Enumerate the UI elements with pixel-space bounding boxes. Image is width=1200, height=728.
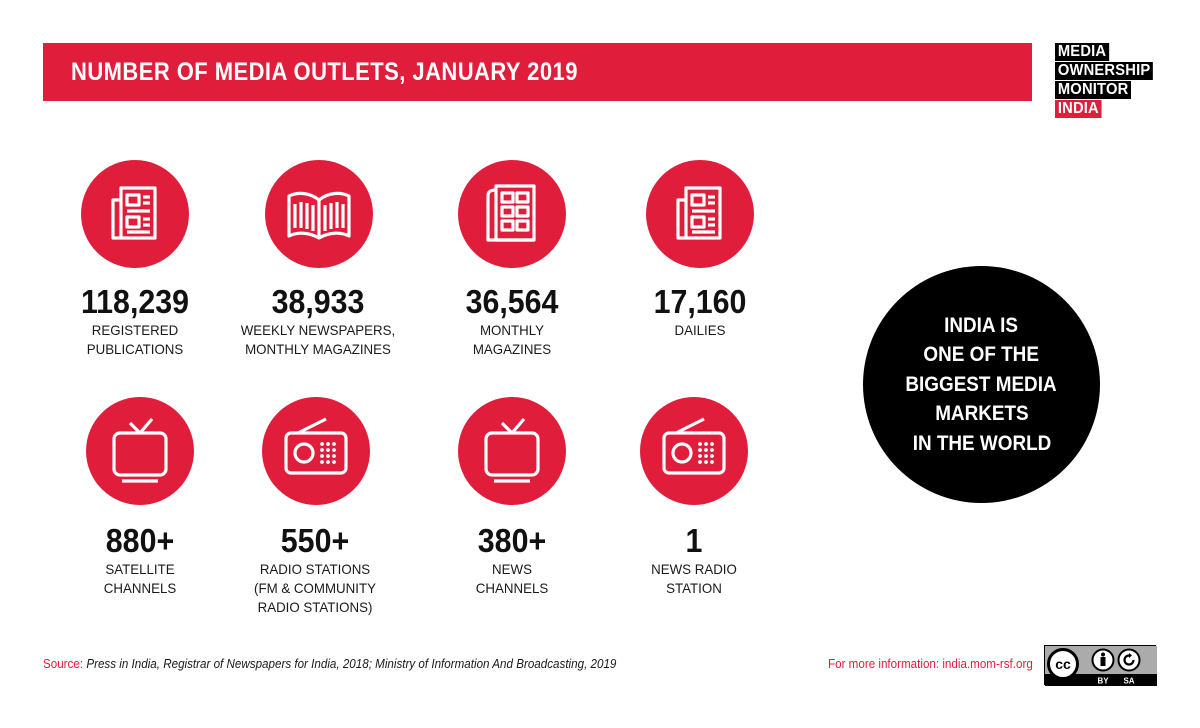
stat-label — [422, 560, 603, 598]
stat-label-line: MONTHLY MAGAZINES — [245, 341, 391, 357]
cc-by-sa-license-badge[interactable] — [1044, 645, 1156, 685]
stat-value: 118,239 — [80, 283, 190, 320]
stat-label-line: DAILIES — [674, 322, 726, 338]
stat-label — [604, 560, 785, 598]
radio-icon — [262, 397, 370, 505]
stat-value: 550+ — [280, 522, 350, 559]
stat-value: 1 — [685, 522, 703, 559]
magazine-icon — [458, 160, 566, 268]
newspaper-icon — [646, 160, 754, 268]
stat-label-line: PUBLICATIONS — [86, 341, 184, 357]
callout-line: INDIA IS — [944, 313, 1019, 337]
callout-line: MARKETS — [934, 402, 1029, 426]
callout-bubble — [863, 266, 1100, 503]
stat-dailies — [605, 283, 795, 340]
logo-line-ownership: OWNERSHIP — [1055, 62, 1153, 80]
source-text: Press in India, Registrar of Newspapers for India, 2018; Ministry of Information And Broadcasting, 2019 — [86, 657, 617, 671]
stat-label — [610, 321, 791, 340]
stat-registered-publications — [40, 283, 230, 359]
stat-label-line: MAGAZINES — [472, 341, 552, 357]
stat-label — [422, 321, 603, 359]
stat-value: 36,564 — [465, 283, 559, 320]
logo-line-india: INDIA — [1055, 100, 1102, 118]
source-label: Source: — [43, 657, 84, 671]
tv-icon — [86, 397, 194, 505]
stat-label-line: RADIO STATIONS) — [257, 599, 373, 615]
stat-label-line: REGISTERED — [91, 322, 179, 338]
share-alike-icon — [1119, 650, 1140, 671]
stat-monthly-magazines — [417, 283, 607, 359]
mom-india-logo — [1055, 43, 1165, 119]
sa-text: SA — [1123, 676, 1135, 686]
stat-label-line: NEWS RADIO — [651, 561, 737, 577]
stat-label — [45, 321, 226, 359]
more-info-link[interactable]: For more information: india.mom-rsf.org — [828, 657, 1033, 671]
callout-line: BIGGEST MEDIA — [905, 372, 1058, 396]
stat-value: 38,933 — [271, 283, 365, 320]
cc-text: cc — [1055, 656, 1071, 672]
stat-label-line: STATION — [666, 580, 722, 596]
stat-label-line: RADIO STATIONS — [259, 561, 371, 577]
stat-label-line: SATELLITE — [105, 561, 175, 577]
callout-line: IN THE WORLD — [912, 431, 1051, 455]
newspaper-icon — [81, 160, 189, 268]
title-banner — [43, 43, 1032, 101]
callout-line: ONE OF THE — [923, 343, 1040, 367]
stat-radio-stations — [220, 522, 410, 617]
stat-label-line: WEEKLY NEWSPAPERS, — [240, 322, 396, 338]
stat-label-line: NEWS — [492, 561, 532, 577]
stat-label — [225, 560, 406, 617]
stat-value: 880+ — [105, 522, 175, 559]
stat-label — [228, 321, 409, 359]
tv-icon — [458, 397, 566, 505]
page-title: NUMBER OF MEDIA OUTLETS, JANUARY 2019 — [71, 58, 578, 86]
stat-label — [50, 560, 231, 598]
logo-line-monitor: MONITOR — [1055, 81, 1131, 99]
logo-line-media: MEDIA — [1055, 43, 1109, 61]
open-book-icon — [265, 160, 373, 268]
stat-value: 380+ — [477, 522, 547, 559]
stat-weekly-newspapers — [223, 283, 413, 359]
stat-label-line: CHANNELS — [475, 580, 549, 596]
attribution-icon — [1093, 650, 1114, 671]
by-text: BY — [1097, 676, 1109, 686]
stat-label-line: MONTHLY — [479, 322, 545, 338]
radio-icon — [640, 397, 748, 505]
stat-news-channels — [417, 522, 607, 598]
stat-label-line: (FM & COMMUNITY — [254, 580, 376, 596]
stat-label-line: CHANNELS — [103, 580, 177, 596]
source-note — [43, 657, 616, 671]
stat-satellite-channels — [45, 522, 235, 598]
stat-value: 17,160 — [653, 283, 747, 320]
stat-news-radio-station — [599, 522, 789, 598]
